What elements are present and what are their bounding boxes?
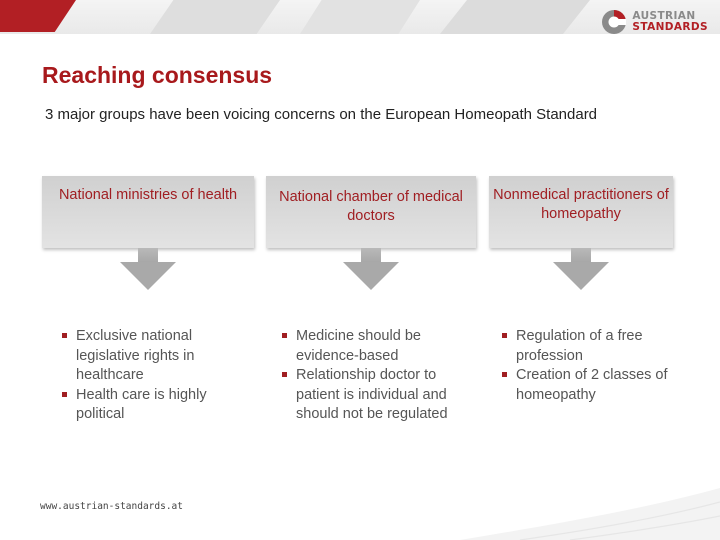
group-heading: National ministries of health: [58, 187, 238, 203]
group-box-nonmedical: [489, 176, 673, 248]
group-bullet-list: [282, 327, 462, 425]
bullet-item: Creation of 2 classes of homeopathy: [502, 366, 682, 405]
bullet-square-icon: [282, 333, 287, 338]
bullet-square-icon: [62, 333, 67, 338]
corner-decoration: [460, 480, 720, 540]
header-red-accent: [0, 0, 76, 32]
page-subtitle: 3 major groups have been voicing concerns on the European Homeopath Standard: [45, 106, 598, 123]
bullet-square-icon: [502, 372, 507, 377]
austrian-standards-logo-icon: [601, 9, 627, 35]
bullet-square-icon: [62, 392, 67, 397]
logo-text-austrian: AUSTRIAN: [632, 10, 696, 22]
group-bullet-list: [62, 327, 232, 425]
down-arrow-icon: [118, 248, 178, 290]
logo-text-standards: STANDARDS: [632, 21, 708, 33]
bullet-item: Medicine should be evidence-based: [282, 327, 462, 366]
header-stripe: [150, 0, 280, 34]
header-stripe: [300, 0, 420, 34]
down-arrow-icon: [341, 248, 401, 290]
bullet-item: Regulation of a free profession: [502, 327, 682, 366]
bullet-square-icon: [502, 333, 507, 338]
group-bullet-list: [502, 327, 682, 405]
header-stripe: [440, 0, 590, 34]
footer-url: www.austrian-standards.at: [40, 501, 183, 512]
bullet-item: Exclusive national legislative rights in healthcare: [62, 327, 232, 386]
bullet-item: Health care is highly political: [62, 386, 232, 425]
group-heading: National chamber of medical doctors: [279, 189, 463, 224]
group-box-ministries: [42, 176, 254, 248]
austrian-standards-logo: [601, 8, 708, 36]
bullet-square-icon: [282, 372, 287, 377]
down-arrow-icon: [551, 248, 611, 290]
bullet-item: Relationship doctor to patient is individual and should not be regulated: [282, 366, 462, 425]
group-box-chamber: [266, 176, 476, 248]
page-title: Reaching consensus: [42, 62, 273, 88]
group-heading: Nonmedical practitioners of homeopathy: [493, 187, 669, 222]
